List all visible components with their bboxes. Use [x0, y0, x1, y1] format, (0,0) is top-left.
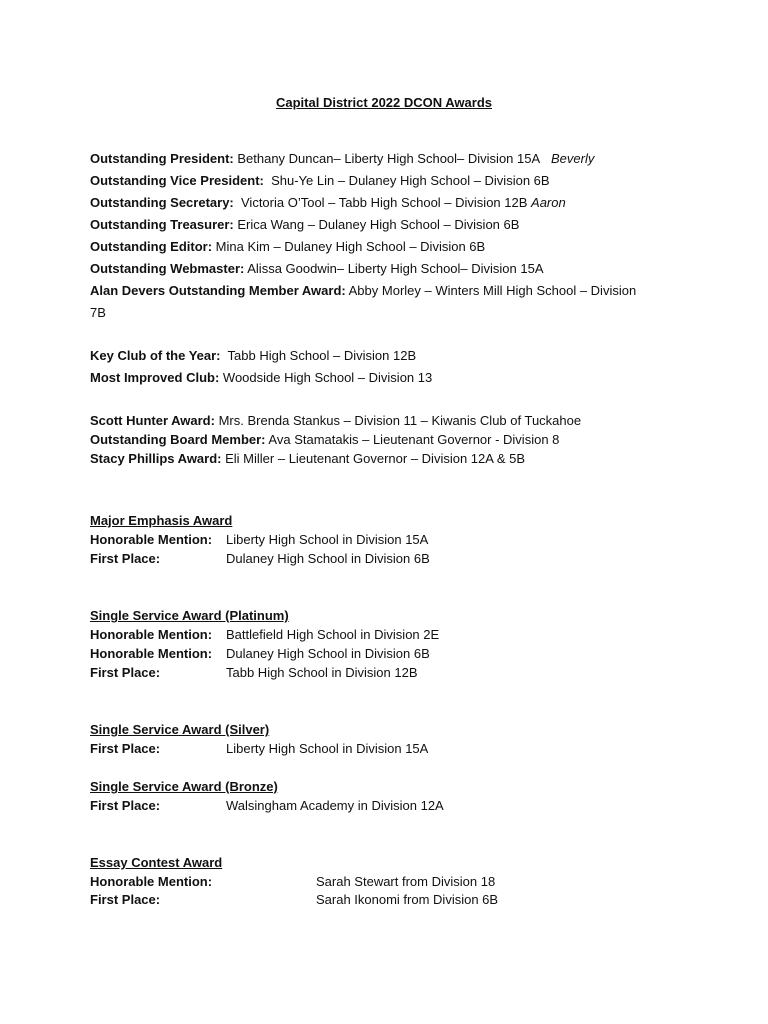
award-stacy-phillips	[90, 451, 690, 467]
award-scott-hunter	[90, 413, 690, 429]
row-label: Honorable Mention:	[90, 874, 213, 889]
row-label: Honorable Mention:	[90, 646, 213, 661]
row-label: Honorable Mention:	[90, 532, 213, 547]
section-heading-silver: Single Service Award (Silver)	[90, 722, 270, 737]
section-heading-major-emphasis: Major Emphasis Award	[90, 513, 233, 528]
row-label: First Place:	[90, 741, 161, 756]
award-label: Outstanding Secretary:	[90, 195, 234, 210]
award-value: Victoria O’Tool – Tabb High School – Division 12B	[241, 195, 528, 210]
award-value: Woodside High School – Division 13	[222, 370, 433, 385]
award-value: Ava Stamatakis – Lieutenant Governor - Division 8	[268, 432, 560, 447]
award-key-club-of-year	[90, 348, 690, 364]
award-label: Alan Devers Outstanding Member Award:	[90, 283, 346, 298]
award-label: Outstanding Vice President:	[90, 173, 264, 188]
award-outstanding-webmaster	[90, 261, 690, 277]
award-value: Tabb High School – Division 12B	[227, 348, 417, 363]
award-note: Beverly	[551, 151, 595, 166]
award-label: Outstanding Editor:	[90, 239, 213, 254]
row-label: Honorable Mention:	[90, 627, 213, 642]
row-value: Battlefield High School in Division 2E	[226, 627, 440, 642]
section-heading-platinum: Single Service Award (Platinum)	[90, 608, 289, 623]
award-label: Key Club of the Year:	[90, 348, 221, 363]
award-label: Outstanding Treasurer:	[90, 217, 234, 232]
award-label: Outstanding Webmaster:	[90, 261, 245, 276]
award-outstanding-president	[90, 151, 690, 167]
award-label: Stacy Phillips Award:	[90, 451, 222, 466]
award-outstanding-treasurer	[90, 217, 690, 233]
row-label: First Place:	[90, 665, 161, 680]
award-label: Outstanding Board Member:	[90, 432, 266, 447]
award-outstanding-secretary	[90, 195, 690, 211]
row-value: Sarah Ikonomi from Division 6B	[316, 892, 499, 907]
row-value: Dulaney High School in Division 6B	[226, 551, 430, 566]
award-value: Abby Morley – Winters Mill High School – Division	[348, 283, 637, 298]
award-value: Erica Wang – Dulaney High School – Division 6B	[237, 217, 520, 232]
award-value: Mina Kim – Dulaney High School – Division 6B	[215, 239, 486, 254]
award-alan-devers-member	[90, 283, 690, 299]
row-value: Liberty High School in Division 15A	[226, 532, 429, 547]
document-title: Capital District 2022 DCON Awards	[275, 95, 493, 110]
award-value: Bethany Duncan– Liberty High School– Division 15A	[237, 151, 541, 166]
award-note: Aaron	[531, 195, 566, 210]
row-value: Dulaney High School in Division 6B	[226, 646, 430, 661]
row-label: First Place:	[90, 798, 161, 813]
award-outstanding-editor	[90, 239, 690, 255]
row-value: Tabb High School in Division 12B	[226, 665, 418, 680]
award-outstanding-vice-president	[90, 173, 690, 189]
award-value: Eli Miller – Lieutenant Governor – Division 12A & 5B	[225, 451, 526, 466]
award-value: Mrs. Brenda Stankus – Division 11 – Kiwanis Club of Tuckahoe	[218, 413, 582, 428]
row-value: Walsingham Academy in Division 12A	[226, 798, 444, 813]
award-most-improved-club	[90, 370, 690, 386]
section-heading-essay-contest: Essay Contest Award	[90, 855, 223, 870]
award-value: Shu-Ye Lin – Dulaney High School – Division 6B	[271, 173, 550, 188]
row-label: First Place:	[90, 892, 161, 907]
section-heading-bronze: Single Service Award (Bronze)	[90, 779, 278, 794]
award-label: Most Improved Club:	[90, 370, 220, 385]
row-label: First Place:	[90, 551, 161, 566]
row-value: Sarah Stewart from Division 18	[316, 874, 496, 889]
row-value: Liberty High School in Division 15A	[226, 741, 429, 756]
award-continuation-line: 7B	[90, 305, 106, 320]
award-label: Scott Hunter Award:	[90, 413, 215, 428]
award-value: Alissa Goodwin– Liberty High School– Division 15A	[247, 261, 544, 276]
award-outstanding-board-member	[90, 432, 690, 448]
award-label: Outstanding President:	[90, 151, 234, 166]
